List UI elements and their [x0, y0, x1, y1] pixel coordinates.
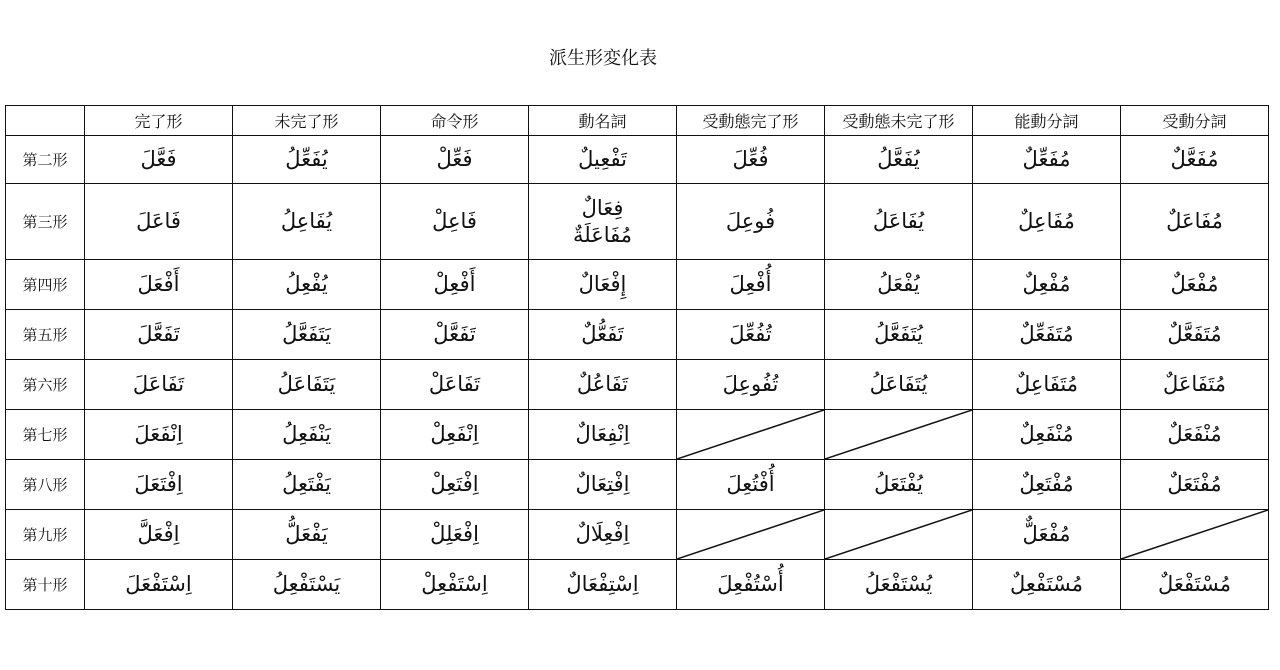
cell-perfect: فَعَّلَ [85, 136, 233, 184]
cell-imperative: اِفْتَعِلْ [381, 460, 529, 510]
cell-passive-participle: مُنْفَعَلٌ [1121, 410, 1269, 460]
header-passive-participle: 受動分詞 [1121, 106, 1269, 136]
row-label: 第七形 [6, 410, 85, 460]
empty-cell-diagonal [825, 410, 973, 460]
table-row [6, 510, 1269, 560]
diagonal-line [677, 410, 824, 459]
cell-active-participle: مُتَفَعِّلٌ [973, 310, 1121, 360]
cell-text: تَفَاعُلٌ [576, 372, 629, 397]
cell-active-participle: مُنْفَعِلٌ [973, 410, 1121, 460]
cell-imperfect: يَفْعَلُّ [233, 510, 381, 560]
cell-imperative: اِنْفَعِلْ [381, 410, 529, 460]
cell-perfect: اِسْتَفْعَلَ [85, 560, 233, 610]
cell-passive-participle: مُفْعَلٌ [1121, 260, 1269, 310]
cell-active-participle: مُفَعِّلٌ [973, 136, 1121, 184]
page-title: 派生形変化表 [549, 48, 657, 69]
header-verbal-noun: 動名詞 [529, 106, 677, 136]
cell-text: فِعَالٌ [581, 196, 624, 221]
cell-imperfect: يُفَاعِلُ [233, 184, 381, 260]
cell-imperative: اِفْعَلِلْ [381, 510, 529, 560]
header-passive-perfect: 受動態完了形 [677, 106, 825, 136]
cell-imperfect: يَفْتَعِلُ [233, 460, 381, 510]
cell-imperfect: يَتَفَعَّلُ [233, 310, 381, 360]
cell-text: مُفَاعَلَةٌ [572, 222, 632, 247]
cell-verbal-noun [529, 460, 677, 510]
header-passive-imperfect: 受動態未完了形 [825, 106, 973, 136]
cell-passive-participle: مُتَفَعَّلٌ [1121, 310, 1269, 360]
table-row [6, 410, 1269, 460]
cell-imperfect: يَتَفَاعَلُ [233, 360, 381, 410]
cell-imperative: اِسْتَفْعِلْ [381, 560, 529, 610]
cell-passive-perfect: أُسْتُفْعِلَ [677, 560, 825, 610]
cell-imperfect: يُفَعِّلُ [233, 136, 381, 184]
cell-passive-participle: مُفَاعَلٌ [1121, 184, 1269, 260]
cell-active-participle: مُفْعِلٌ [973, 260, 1121, 310]
cell-passive-imperfect: يُفْتَعَلُ [825, 460, 973, 510]
row-label: 第九形 [6, 510, 85, 560]
cell-passive-imperfect: يُتَفَاعَلُ [825, 360, 973, 410]
cell-passive-imperfect: يُفَاعَلُ [825, 184, 973, 260]
header-row [6, 106, 1269, 136]
row-label: 第八形 [6, 460, 85, 510]
cell-passive-imperfect: يُسْتَفْعَلُ [825, 560, 973, 610]
diagonal-line [1121, 510, 1268, 559]
empty-cell-diagonal [1121, 510, 1269, 560]
cell-active-participle: مُفْتَعِلٌ [973, 460, 1121, 510]
header-imperfect: 未完了形 [233, 106, 381, 136]
row-label: 第二形 [6, 136, 85, 184]
cell-text: إِفْعَالٌ [578, 272, 627, 297]
cell-verbal-noun [529, 560, 677, 610]
cell-active-participle: مُتَفَاعِلٌ [973, 360, 1121, 410]
table-row [6, 260, 1269, 310]
cell-passive-imperfect: يُفْعَلُ [825, 260, 973, 310]
cell-perfect: اِفْعَلَّ [85, 510, 233, 560]
cell-passive-perfect: تُفُعِّلَ [677, 310, 825, 360]
row-label: 第四形 [6, 260, 85, 310]
header-corner [6, 106, 85, 136]
cell-imperative: فَاعِلْ [381, 184, 529, 260]
cell-perfect: أَفْعَلَ [85, 260, 233, 310]
cell-verbal-noun [529, 310, 677, 360]
cell-passive-perfect: فُعِّلَ [677, 136, 825, 184]
cell-perfect: فَاعَلَ [85, 184, 233, 260]
cell-verbal-noun [529, 136, 677, 184]
table-row [6, 136, 1269, 184]
cell-text: اِفْتِعَالٌ [575, 472, 630, 497]
diagonal-line [677, 510, 824, 559]
cell-imperfect: يَسْتَفْعِلُ [233, 560, 381, 610]
empty-cell-diagonal [825, 510, 973, 560]
cell-imperative: تَفَعَّلْ [381, 310, 529, 360]
cell-imperative: تَفَاعَلْ [381, 360, 529, 410]
diagonal-line [825, 410, 972, 459]
cell-imperative: فَعِّلْ [381, 136, 529, 184]
table-row [6, 560, 1269, 610]
table-row [6, 310, 1269, 360]
cell-passive-perfect: أُفْعِلَ [677, 260, 825, 310]
cell-perfect: تَفَاعَلَ [85, 360, 233, 410]
cell-imperfect: يَنْفَعِلُ [233, 410, 381, 460]
cell-perfect: اِفْتَعَلَ [85, 460, 233, 510]
header-imperative: 命令形 [381, 106, 529, 136]
cell-passive-perfect: فُوعِلَ [677, 184, 825, 260]
cell-verbal-noun [529, 410, 677, 460]
row-label: 第三形 [6, 184, 85, 260]
cell-perfect: اِنْفَعَلَ [85, 410, 233, 460]
cell-passive-participle: مُسْتَفْعَلٌ [1121, 560, 1269, 610]
cell-passive-imperfect: يُفَعَّلُ [825, 136, 973, 184]
cell-active-participle: مُفْعَلٌّ [973, 510, 1121, 560]
cell-text: تَفَعُّلٌ [581, 322, 624, 347]
cell-text: اِسْتِفْعَالٌ [566, 572, 639, 597]
cell-imperfect: يُفْعِلُ [233, 260, 381, 310]
empty-cell-diagonal [677, 510, 825, 560]
row-label: 第六形 [6, 360, 85, 410]
cell-verbal-noun [529, 260, 677, 310]
cell-verbal-noun [529, 510, 677, 560]
table-row [6, 460, 1269, 510]
cell-passive-imperfect: يُتَفَعَّلُ [825, 310, 973, 360]
cell-text: تَفْعِيلٌ [578, 147, 627, 172]
cell-passive-perfect: تُفُوعِلَ [677, 360, 825, 410]
cell-passive-participle: مُتَفَاعَلٌ [1121, 360, 1269, 410]
diagonal-line [825, 510, 972, 559]
cell-passive-perfect: أُفْتُعِلَ [677, 460, 825, 510]
row-label: 第五形 [6, 310, 85, 360]
cell-text: اِفْعِلَالٌ [575, 522, 630, 547]
cell-imperative: أَفْعِلْ [381, 260, 529, 310]
row-label: 第十形 [6, 560, 85, 610]
cell-verbal-noun [529, 360, 677, 410]
cell-active-participle: مُسْتَفْعِلٌ [973, 560, 1121, 610]
empty-cell-diagonal [677, 410, 825, 460]
header-perfect: 完了形 [85, 106, 233, 136]
table-row [6, 360, 1269, 410]
cell-verbal-noun [529, 184, 677, 260]
conjugation-table [5, 105, 1269, 610]
header-active-participle: 能動分詞 [973, 106, 1121, 136]
cell-perfect: تَفَعَّلَ [85, 310, 233, 360]
cell-passive-participle: مُفْتَعَلٌ [1121, 460, 1269, 510]
table-row [6, 184, 1269, 260]
cell-active-participle: مُفَاعِلٌ [973, 184, 1121, 260]
cell-text: اِنْفِعَالٌ [575, 422, 630, 447]
cell-passive-participle: مُفَعَّلٌ [1121, 136, 1269, 184]
